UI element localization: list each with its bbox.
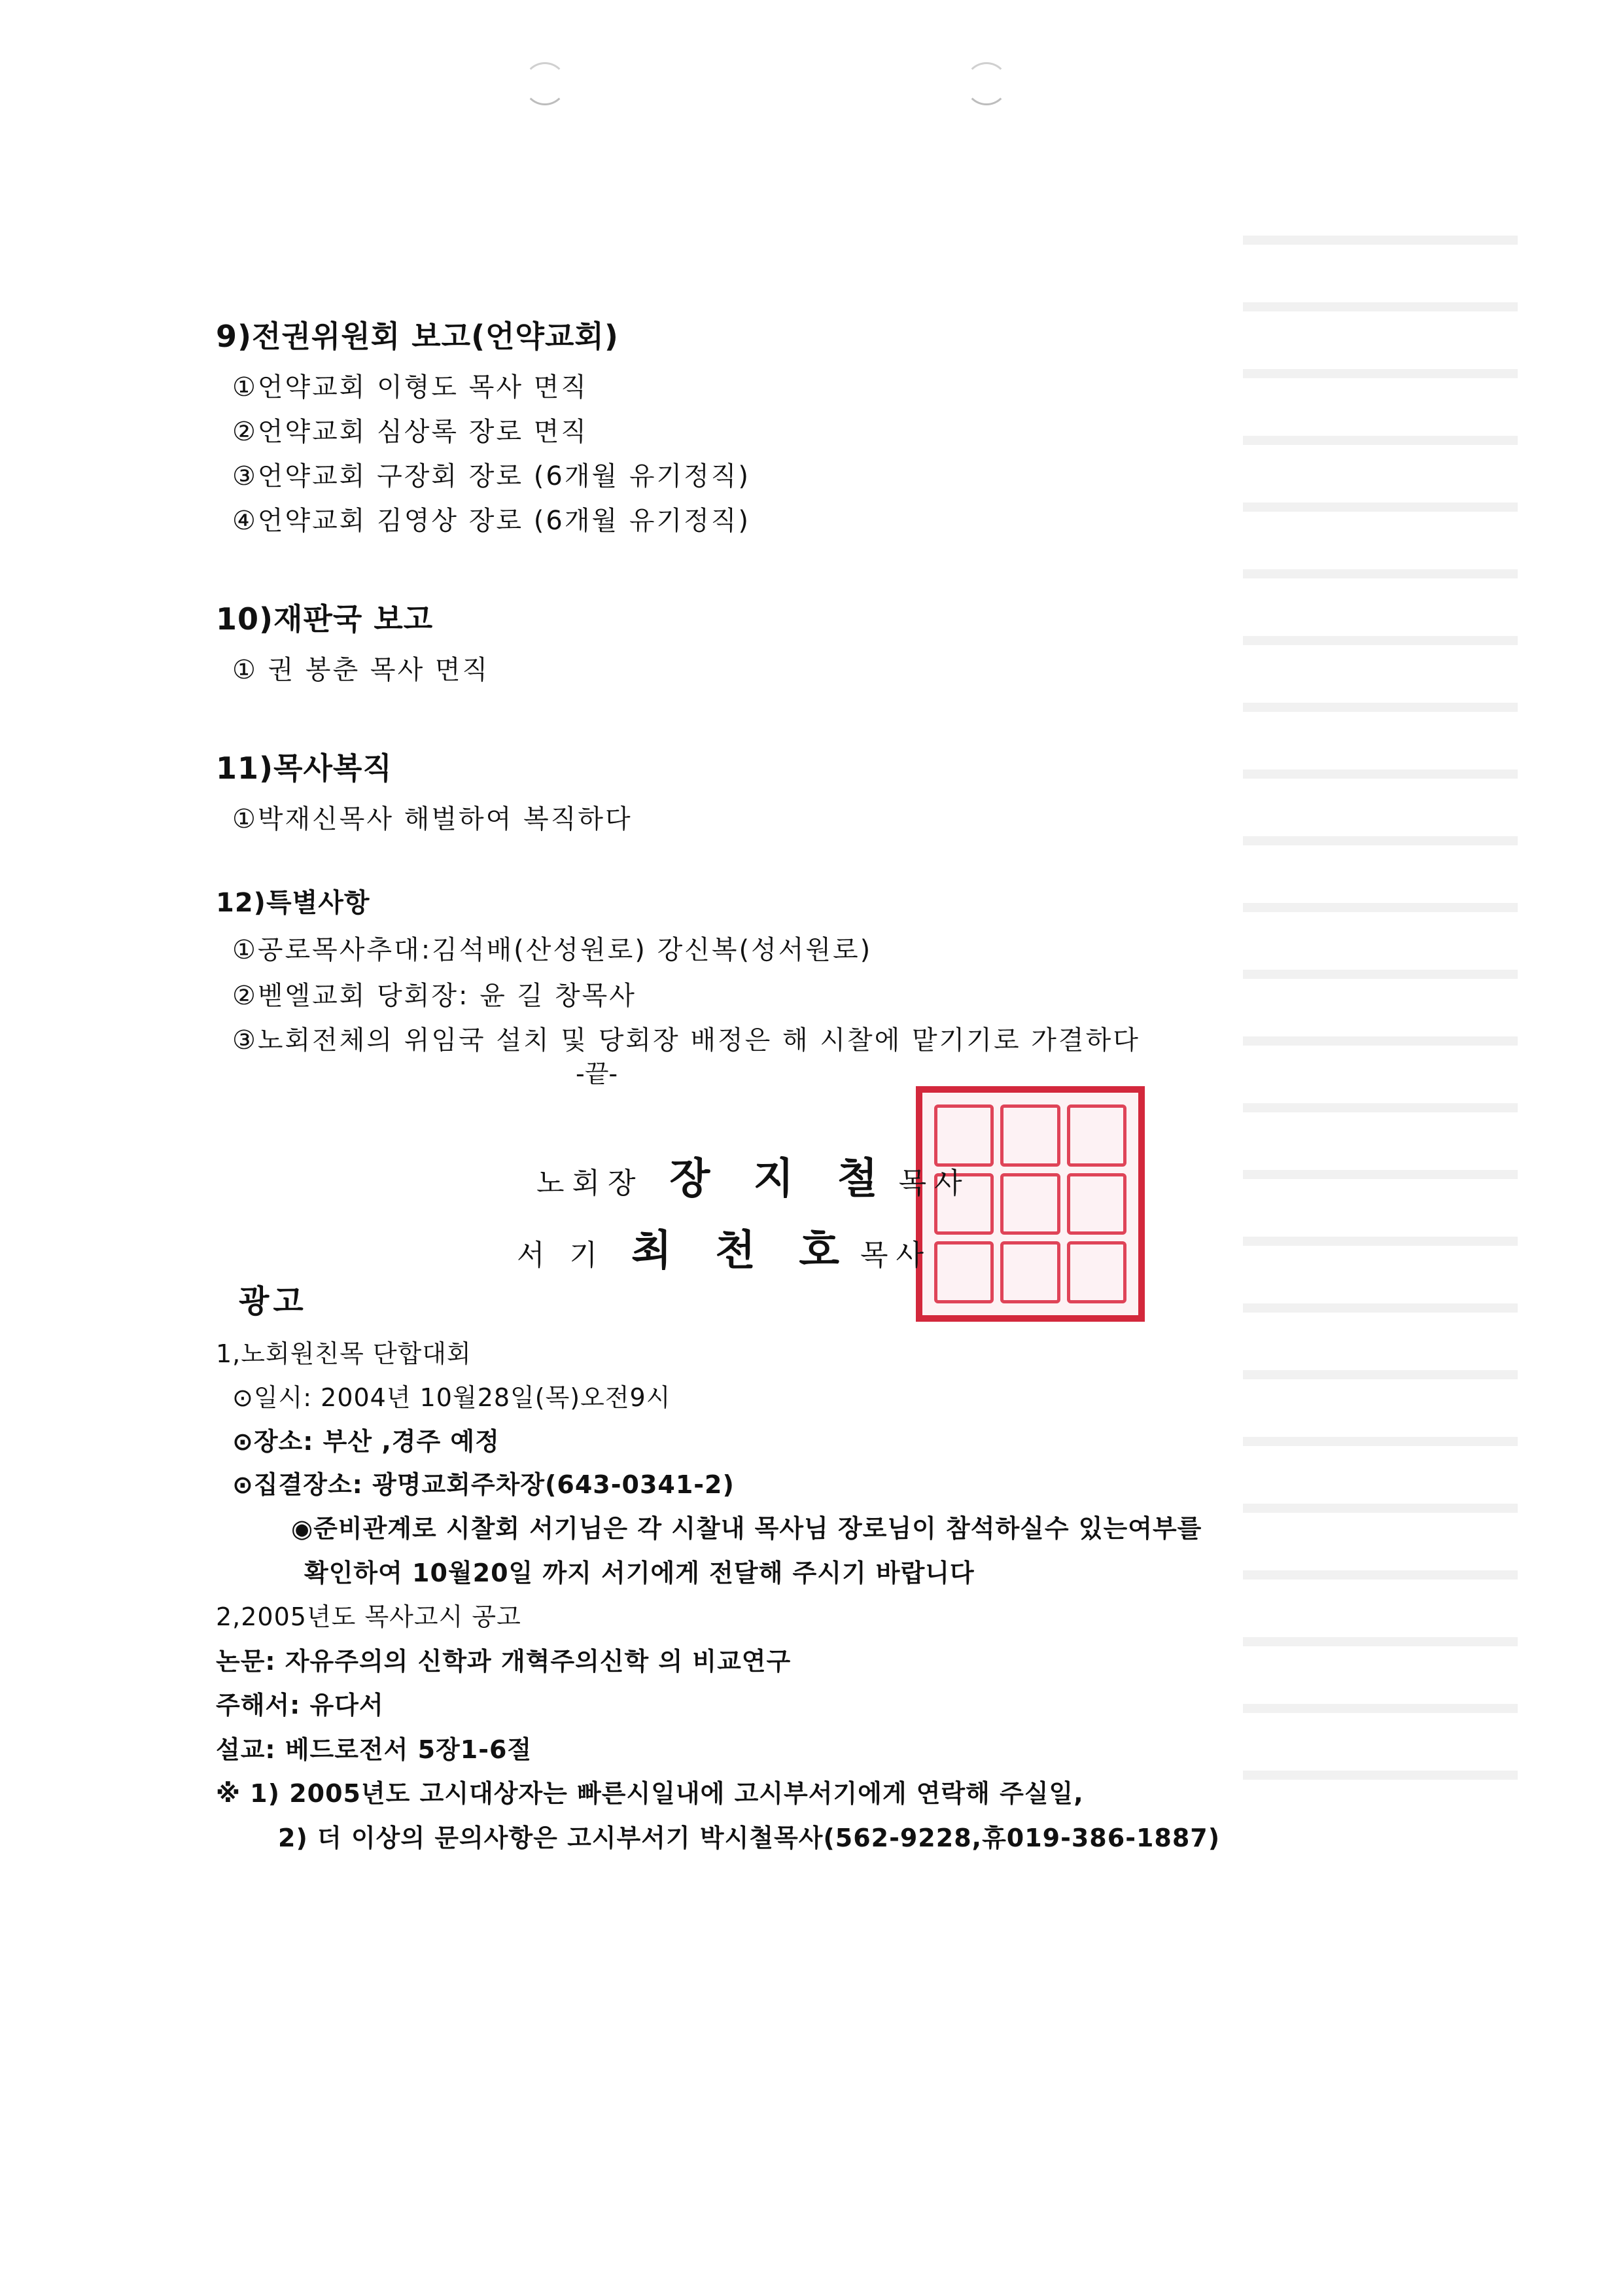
list-item: ①박재신목사 해벌하여 복직하다 xyxy=(232,804,633,834)
section-12-title: 12)특별사항 xyxy=(216,888,370,918)
moderator-title: 목사 xyxy=(898,1167,970,1200)
exam-note: ※ 1) 2005년도 고시대상자는 빠른시일내에 고시부서기에게 연락해 주실일, xyxy=(216,1779,1084,1808)
section-9-title: 9)전권위원회 보고(언약교회) xyxy=(216,319,619,354)
clerk-title: 목사 xyxy=(860,1239,932,1272)
list-item: ① 권 봉춘 목사 면직 xyxy=(232,655,490,685)
list-item: ③언약교회 구장회 장로 (6개월 유기정직) xyxy=(232,461,750,491)
announcement-title: 광고 xyxy=(239,1283,307,1320)
exam-thesis: 논문: 자유주의의 신학과 개혁주의신학 의 비교연구 xyxy=(216,1647,792,1676)
list-item: ②벧엘교회 당회장: 윤 길 창목사 xyxy=(232,981,637,1011)
event-note: ◉준비관계로 시찰회 서기님은 각 시찰내 목사님 장로님이 참석하실수 있는여부를 xyxy=(291,1514,1202,1543)
list-item: ④언약교회 김영상 장로 (6개월 유기정직) xyxy=(232,506,750,536)
moderator-name: 장 지 철 xyxy=(669,1155,892,1203)
exam-sermon: 설교: 베드로전서 5장1-6절 xyxy=(216,1735,532,1764)
announcement-item-title: 2,2005년도 목사고시 공고 xyxy=(216,1602,521,1631)
list-item: ①공로목사추대:김석배(산성원로) 강신복(성서원로) xyxy=(232,935,873,965)
section-10-title: 10)재판국 보고 xyxy=(216,601,434,637)
end-mark: -끝- xyxy=(576,1059,618,1088)
exam-exegesis: 주해서: 유다서 xyxy=(216,1691,384,1720)
punch-hole-icon xyxy=(523,62,567,105)
moderator-role: 노회장 xyxy=(536,1167,644,1200)
event-place: ⊙장소: 부산 ,경주 예정 xyxy=(232,1427,500,1456)
clerk-role: 서 기 xyxy=(517,1239,605,1272)
bleed-through-text xyxy=(1243,236,1518,1871)
clerk-name: 최 천 호 xyxy=(631,1227,854,1275)
list-item: ②언약교회 심상록 장로 면직 xyxy=(232,417,589,447)
event-meeting-place: ⊙집결장소: 광명교회주차장(643-0341-2) xyxy=(232,1470,735,1499)
moderator-signature xyxy=(536,1145,970,1205)
list-item: ③노회전체의 위임국 설치 및 당회장 배정은 해 시찰에 맡기기로 가결하다 xyxy=(232,1025,1140,1055)
clerk-signature xyxy=(517,1217,932,1277)
announcement-item-title: 1,노회원친목 단합대회 xyxy=(216,1339,472,1368)
punch-hole-icon xyxy=(965,62,1008,105)
section-11-title: 11)목사복직 xyxy=(216,751,393,786)
event-note: 확인하여 10월20일 까지 서기에게 전달해 주시기 바랍니다 xyxy=(304,1559,975,1587)
list-item: ①언약교회 이형도 목사 면직 xyxy=(232,372,589,402)
exam-note: 2) 더 이상의 문의사항은 고시부서기 박시철목사(562-9228,휴019-386-1887) xyxy=(278,1824,1221,1852)
event-date: ⊙일시: 2004년 10월28일(목)오전9시 xyxy=(232,1383,671,1412)
